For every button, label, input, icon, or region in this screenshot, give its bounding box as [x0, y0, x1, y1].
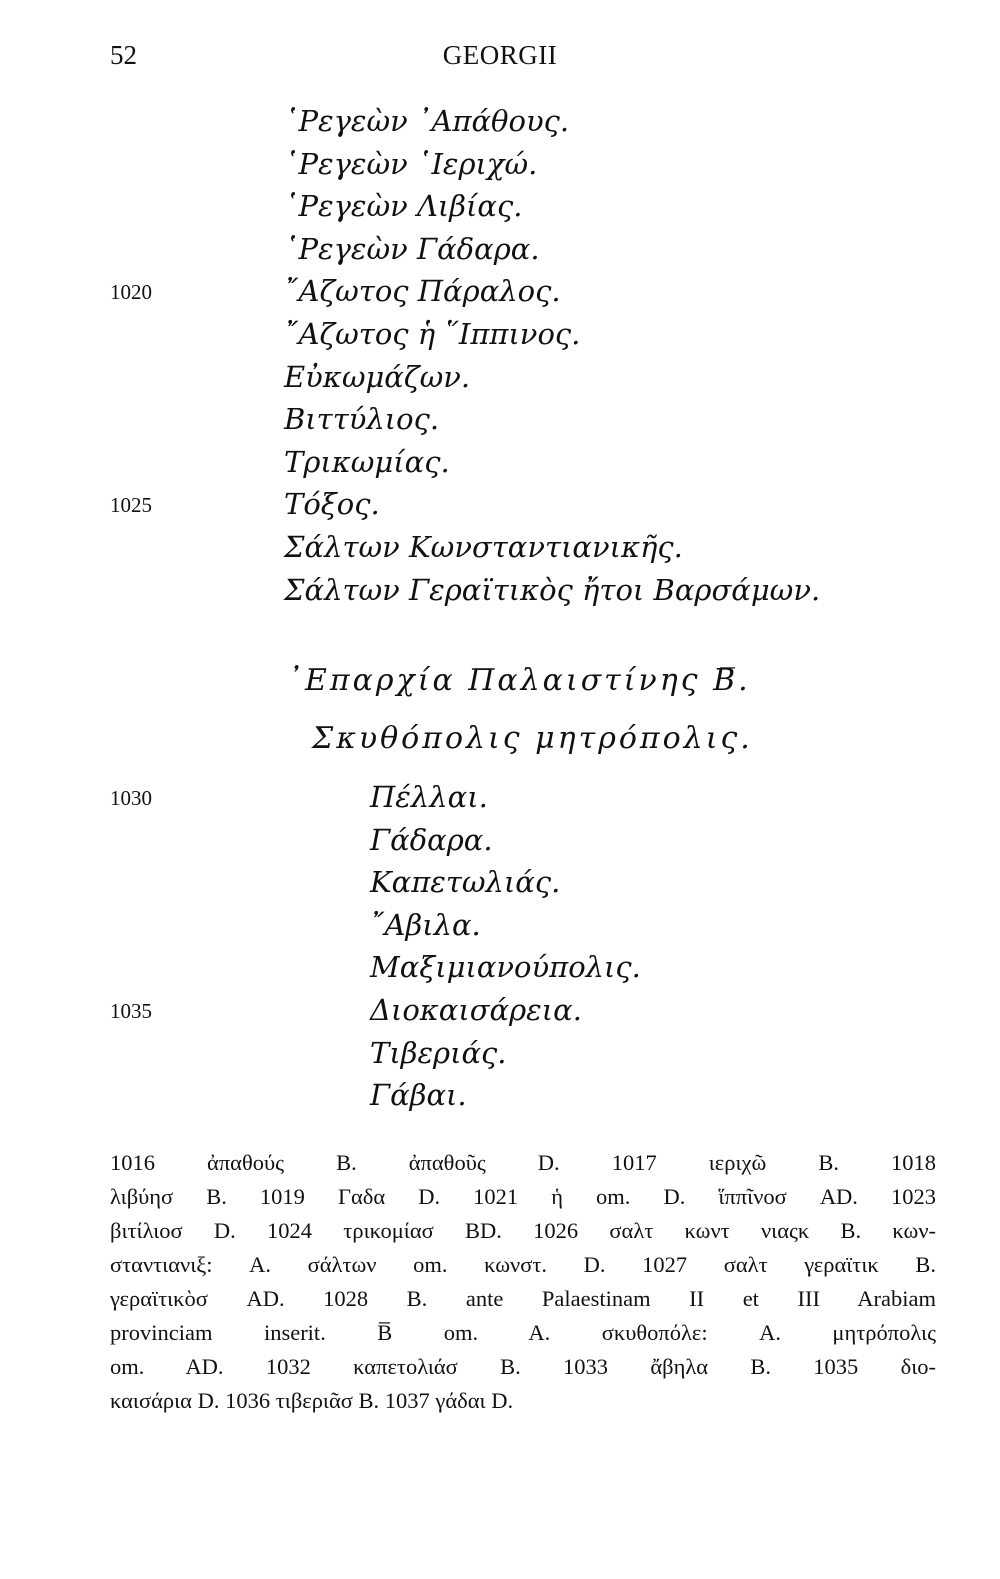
apparatus-line: καισάρια D. 1036 τιβεριᾶσ B. 1037 γάδαι D. — [110, 1388, 514, 1413]
list-item-text: ῾Ρεγεὼν ᾽Απάθους. — [284, 104, 570, 138]
list-item — [0, 573, 1000, 616]
list-item-text: Μαξιμιανούπολις. — [370, 950, 641, 985]
list-item-text: Σάλτων Γεραϊτικὸς ἤτοι Βαρσάμων. — [284, 572, 821, 607]
running-title: GEORGII — [442, 40, 558, 70]
list-item-text: Τιβεριάς. — [370, 1035, 507, 1070]
list-item-text: ῾Ρεγεὼν ῾Ιεριχώ. — [284, 146, 538, 181]
critical-apparatus — [110, 1146, 936, 1418]
list-item — [0, 1036, 1000, 1079]
list-item-text: Εὐκωμάζων. — [284, 359, 471, 394]
list-item — [0, 950, 1000, 993]
list-item — [0, 402, 1000, 445]
list-item-text: ῎Αζωτος ἡ ῞Ιππινος. — [284, 316, 581, 351]
list-item-text: ῎Αβιλα. — [370, 907, 481, 942]
line-number: 1030 — [110, 786, 152, 810]
bishopric-list-2 — [0, 780, 1000, 1121]
list-item-text: Γάβαι. — [370, 1078, 467, 1113]
list-item — [0, 147, 1000, 190]
apparatus-line: βιτίλιοσ D. 1024 τρικομίασ BD. 1026 σαλτ κωντ νιαςκ B. κων- — [110, 1218, 936, 1243]
line-number: 1035 — [110, 998, 152, 1023]
list-item — [0, 1078, 1000, 1121]
page-number: 52 — [110, 40, 137, 70]
list-item — [0, 274, 1000, 317]
list-item-text: Πέλλαι. — [370, 780, 488, 814]
line-number: 1020 — [110, 280, 152, 305]
list-item-text: Τόξος. — [284, 487, 380, 522]
section-heading: ᾽Επαρχία Παλαιστίνης Β̅. — [287, 663, 751, 698]
list-item — [0, 993, 1000, 1036]
list-item — [0, 530, 1000, 573]
line-number: 1025 — [110, 493, 152, 518]
list-item — [0, 445, 1000, 488]
list-item — [0, 780, 1000, 823]
list-item-text: ῎Αζωτος Πάραλος. — [284, 274, 561, 309]
list-item-text: Καπετωλιάς. — [370, 865, 561, 900]
list-item — [0, 487, 1000, 530]
metropolis-heading: Σκυθόπολις μητρόπολις. — [312, 721, 753, 756]
apparatus-line: 1016 ἀπαθούς B. ἀπαθοῦς D. 1017 ιεριχῶ B. 1018 — [110, 1150, 936, 1175]
list-item-text: ῾Ρεγεὼν Λιβίας. — [284, 189, 523, 224]
list-item-text: Διοκαισάρεια. — [370, 992, 582, 1027]
list-item-text: Γάδαρα. — [370, 822, 493, 857]
list-item — [0, 823, 1000, 866]
list-item-text: Σάλτων Κωνσταντιανικῆς. — [284, 529, 683, 564]
apparatus-line: provinciam inserit. B̅ om. A. σκυθοπόλε: A. μητρόπολις — [110, 1320, 936, 1345]
apparatus-line: σταντιανιξ: A. σάλτων om. κωνστ. D. 1027 σαλτ γεραϊτικ B. — [110, 1252, 936, 1277]
list-item-text: Τρικωμίας. — [284, 444, 450, 479]
list-item-text: ῾Ρεγεὼν Γάδαρα. — [284, 231, 540, 266]
list-item — [0, 908, 1000, 951]
list-item — [0, 232, 1000, 275]
apparatus-line: γεραϊτικὸσ AD. 1028 B. ante Palaestinam II et III Arabiam — [110, 1286, 936, 1311]
list-item — [0, 104, 1000, 147]
list-item-text: Βιττύλιος. — [284, 402, 440, 437]
list-item — [0, 317, 1000, 360]
bishopric-list-1 — [0, 104, 1000, 615]
list-item — [0, 189, 1000, 232]
list-item — [0, 360, 1000, 403]
list-item — [0, 865, 1000, 908]
apparatus-line: om. AD. 1032 καπετολιάσ B. 1033 ἄβηλα B. 1035 διο- — [110, 1354, 936, 1379]
apparatus-line: λιβύησ B. 1019 Γαδα D. 1021 ἡ om. D. ἵππῖνοσ AD. 1023 — [110, 1184, 936, 1209]
